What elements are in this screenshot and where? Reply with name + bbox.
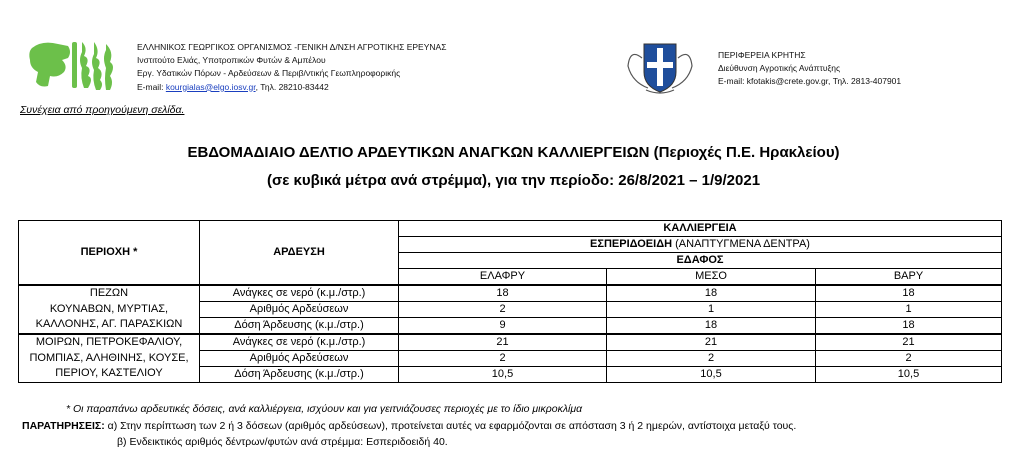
institute-name: Ινστιτούτο Ελιάς, Υποτροπικών Φυτών & Αμπέλου — [137, 55, 326, 66]
crop-name: ΕΣΠΕΡΙΔΟΕΙΔΗ — [590, 238, 673, 250]
contact-line — [137, 81, 446, 94]
row-label: Ανάγκες σε νερό (κ.μ./στρ.) — [200, 285, 399, 302]
value-cell: 1 — [816, 302, 1002, 318]
region-line: ΜΟΙΡΩΝ, ΠΕΤΡΟΚΕΦΑΛΙΟΥ, — [35, 336, 183, 349]
value-cell: 1 — [607, 302, 816, 318]
region-line: ΠΕΖΩΝ — [89, 287, 129, 300]
email-label: E-mail: — [137, 81, 164, 92]
value-cell: 2 — [399, 351, 607, 367]
remark-b: β) Ενδεικτικός αριθμός δέντρων/φυτών ανά στρέμμα: Εσπεριδοειδή 40. — [117, 436, 448, 448]
region-line: ΠΕΡΙΟΥ, ΚΑΣΤΕΛΙΟΥ — [55, 367, 163, 380]
row-label: Αριθμός Αρδεύσεων — [200, 302, 399, 318]
directorate-name: Διεύθυνση Αγροτικής Ανάπτυξης — [718, 63, 841, 74]
crop-cell — [399, 237, 1002, 253]
value-cell: 18 — [399, 285, 607, 302]
value-cell: 21 — [607, 334, 816, 351]
soil-type-light: ΕΛΑΦΡΥ — [399, 269, 607, 286]
org-name: ΕΛΛΗΝΙΚΟΣ ΓΕΩΡΓΙΚΟΣ ΟΡΓΑΝΙΣΜΟΣ -ΓΕΝΙΚΗ Δ/ΝΣΗ ΑΓΡΟΤΙΚΗΣ ΕΡΕΥΝΑΣ — [137, 42, 447, 52]
lab-name: Εργ. Υδατικών Πόρων - Αρδεύσεων & Περιβ/ντικής Γεωπληροφορικής — [137, 68, 401, 79]
region-line: ΚΑΛΛΟΝΗΣ, ΑΓ. ΠΑΡΑΣΚΙΩΝ — [35, 318, 183, 331]
header-right — [718, 49, 901, 89]
soil-header: ΕΔΑΦΟΣ — [399, 253, 1002, 269]
value-cell: 21 — [399, 334, 607, 351]
row-label: Δόση Άρδευσης (κ.μ./στρ.) — [200, 318, 399, 335]
value-cell: 18 — [816, 318, 1002, 335]
value-cell: 18 — [607, 285, 816, 302]
remarks-line-a — [22, 420, 796, 432]
value-cell: 10,5 — [399, 367, 607, 383]
value-cell: 10,5 — [816, 367, 1002, 383]
value-cell: 18 — [816, 285, 1002, 302]
table-row — [19, 285, 1002, 302]
email-link[interactable]: kourgialas@elgo.iosv.gr — [165, 81, 256, 92]
greek-emblem-icon — [624, 38, 696, 96]
soil-type-medium: ΜΕΣΟ — [607, 269, 816, 286]
value-cell: 9 — [399, 318, 607, 335]
value-cell: 2 — [399, 302, 607, 318]
value-cell: 2 — [607, 351, 816, 367]
header-row-1 — [19, 221, 1002, 237]
bulletin-subtitle: (σε κυβικά μέτρα ανά στρέμμα), για την περίοδο: 26/8/2021 – 1/9/2021 — [266, 172, 761, 189]
col-region-header: ΠΕΡΙΟΧΗ * — [19, 221, 200, 286]
elgo-logo — [28, 38, 120, 96]
phone-text: , Τηλ. 28210-83442 — [255, 81, 329, 92]
value-cell: 2 — [816, 351, 1002, 367]
value-cell: 21 — [816, 334, 1002, 351]
table-row — [19, 334, 1002, 351]
region-line: ΠΟΜΠΙΑΣ, ΑΛΗΘΙΝΗΣ, ΚΟΥΣΕ, — [29, 351, 189, 364]
region-contact: E-mail: kfotakis@crete.gov.gr, Τηλ. 2813-407901 — [718, 76, 902, 87]
row-label: Αριθμός Αρδεύσεων — [200, 351, 399, 367]
region-line: ΚΟΥΝΑΒΩΝ, ΜΥΡΤΙΑΣ, — [49, 302, 169, 315]
col-irrigation-header: ΑΡΔΕΥΣΗ — [200, 221, 399, 286]
region-name: ΠΕΡΙΦΕΡΕΙΑ ΚΡΗΤΗΣ — [718, 50, 806, 60]
footnote: * Οι παραπάνω αρδευτικές δόσεις, ανά καλλιέργεια, ισχύουν και για γειτνιάζουσες περιοχές με το ίδιο μικροκλίμα — [66, 403, 583, 415]
bulletin-title: ΕΒΔΟΜΑΔΙΑΙΟ ΔΕΛΤΙΟ ΑΡΔΕΥΤΙΚΩΝ ΑΝΑΓΚΩΝ ΚΑΛΛΙΕΡΓΕΙΩΝ (Περιοχές Π.Ε. Ηρακλείου) — [187, 144, 840, 161]
region-cell-2 — [19, 334, 200, 383]
irrigation-table — [18, 220, 1002, 383]
header-left — [137, 41, 446, 94]
row-label: Δόση Άρδευσης (κ.μ./στρ.) — [200, 367, 399, 383]
value-cell: 10,5 — [607, 367, 816, 383]
crop-desc: (ΑΝΑΠΤΥΓΜΕΝΑ ΔΕΝΤΡΑ) — [672, 238, 810, 250]
value-cell: 18 — [607, 318, 816, 335]
continuation-note: Συνέχεια από προηγούμενη σελίδα. — [20, 104, 185, 116]
remarks-label: ΠΑΡΑΤΗΡΗΣΕΙΣ: — [22, 420, 105, 432]
row-label: Ανάγκες σε νερό (κ.μ./στρ.) — [200, 334, 399, 351]
remark-a: α) Στην περίπτωση των 2 ή 3 δόσεων (αριθμός αρδεύσεων), προτείνεται αυτές να εφαρμόζονται σε απόσταση 3 ή 2 ημερών, αντίστοιχα μεταξύ τους. — [104, 420, 797, 432]
region-cell-1 — [19, 285, 200, 334]
soil-type-heavy: ΒΑΡΥ — [816, 269, 1002, 286]
col-crops-header: ΚΑΛΛΙΕΡΓΕΙΑ — [399, 221, 1002, 237]
